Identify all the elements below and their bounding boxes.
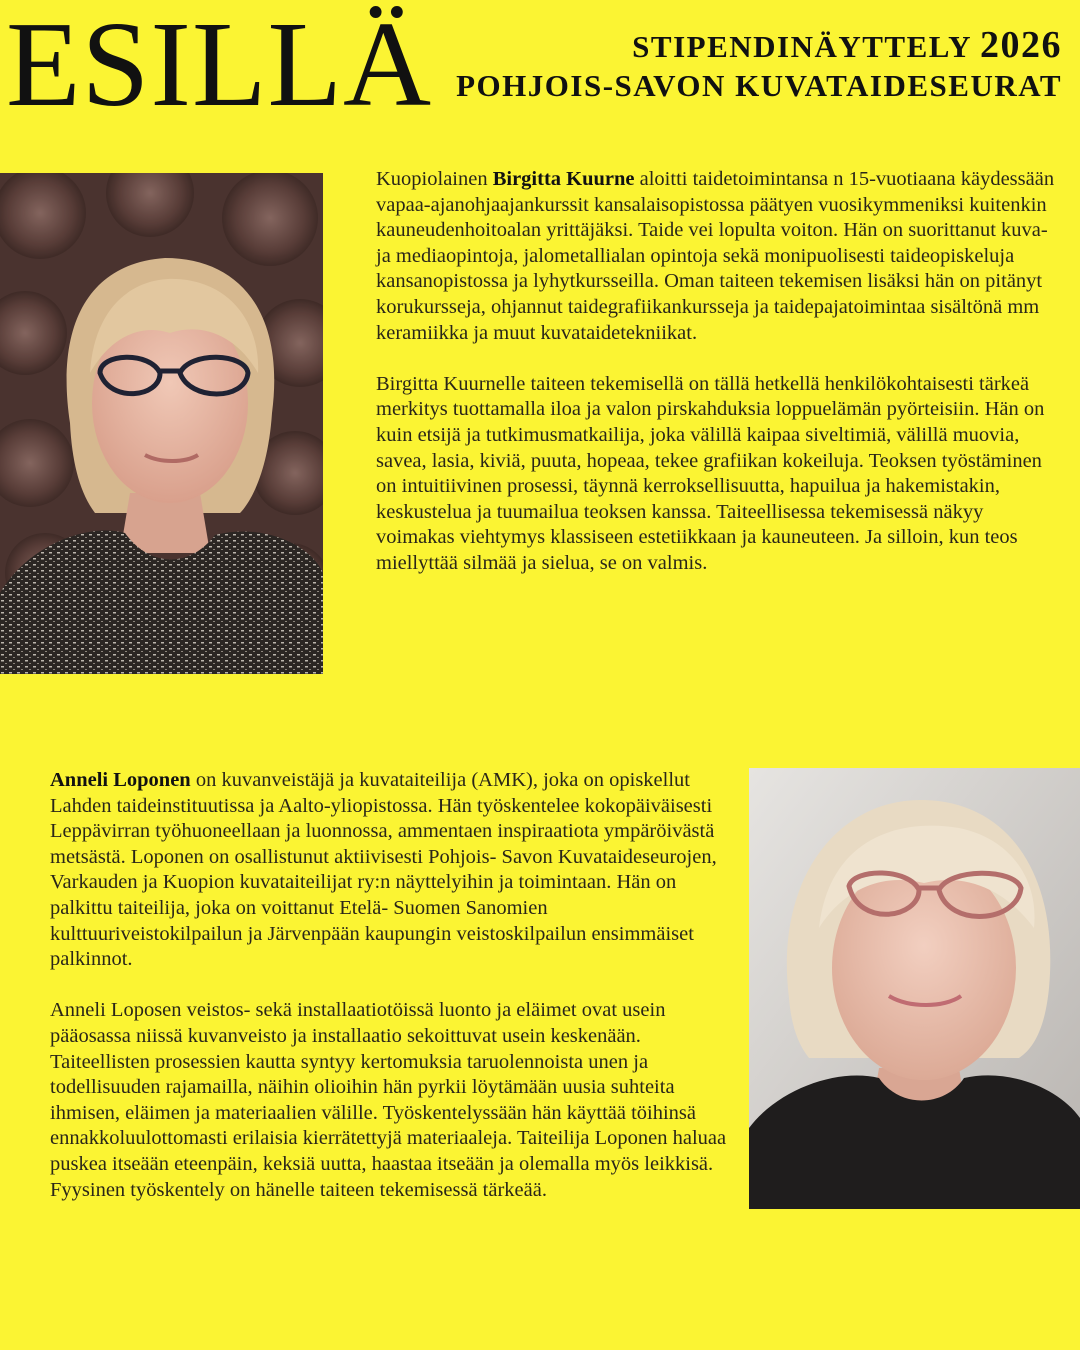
bio-anneli-loponen xyxy=(50,768,732,1229)
bio-paragraph xyxy=(50,768,732,973)
bio-birgitta-kuurne xyxy=(376,167,1056,602)
bio-text: aloitti taidetoimintansa n 15-vuotiaana käydessään vapaa-ajanohjaajankurssit kansalaisopistossa päätyen vuosikymmeniksi kuitenkin kauneudenhoitoalan yrittäjäksi. Taide vei lopulta voiton. Hän on suorittanut kuva-ja mediaopintoja, jalometallialan opintoja sekä monipuolisesti taideopiskeluja kansanopistossa ja lyhytkursseilla. Oman taiteen tekemisen lisäksi hän on pitänyt korukursseja, ohjannut taidegrafiikankursseja ja taidepajatoimintaa sisältönä mm keramiikka ja muut kuvataidetekniikat. xyxy=(376,168,1055,344)
artist-name: Anneli Loponen xyxy=(50,769,191,791)
portrait-anneli-loponen xyxy=(749,768,1080,1209)
poster-title: ESILLÄ xyxy=(6,0,433,132)
event-year: 2026 xyxy=(980,24,1062,66)
event-name: STIPENDINÄYTTELY xyxy=(632,29,972,64)
organization-name: POHJOIS-SAVON KUVATAIDESEURAT xyxy=(456,68,1062,103)
event-line xyxy=(456,26,1062,66)
bio-paragraph: Birgitta Kuurnelle taiteen tekemisellä on tällä hetkellä henkilökohtaisesti tärkeä merkitys tuottamalla iloa ja valon pirskahduksia loppuelämän pyörteisiin. Hän on kuin etsijä ja tutkimusmatkailija, joka välillä kaipaa siveltimiä, välillä muovia, savea, lasia, kiviä, puuta, hopeaa, tekee grafiikan kokeiluja. Teoksen työstäminen on intuitiivinen prosessi, täynnä kerroksellisuutta, hapuilua ja hakemistakin, keskustelua ja tuumailua teoksen kanssa. Taiteellisessa tekemisessä näkyy voimakas viehtymys klassiseen estetiikkaan ja kauneuteen. Ja silloin, kun teos miellyttää silmää ja sielua, se on valmis. xyxy=(376,372,1045,574)
artist-name: Birgitta Kuurne xyxy=(492,168,635,190)
portrait-birgitta-kuurne xyxy=(0,173,323,674)
poster-header xyxy=(456,26,1062,106)
bio-text: on kuvanveistäjä ja kuvataiteilija (AMK), joka on opiskellut Lahden taideinstituutissa ja Aalto-yliopistossa. Hän työskentelee kokopäiväisesti Leppävirran työhuoneellaan ja luonnossa, ammentaen inspiraatiota ympäröivästä metsästä. Loponen on osallistunut aktiivisesti Pohjois- Savon Kuvataideseurojen, Varkauden ja Kuopion kuvataiteilijat ry:n näyttelyihin ja toimintaan. Hän on palkittu taiteilija, joka on voittanut Etelä- Suomen Sanomien kulttuuriveistokilpailun ja Järvenpään kaupungin veistoskilpailun ensimmäiset palkinnot. xyxy=(50,769,717,971)
bio-paragraph: Anneli Loposen veistos- sekä installaatiotöissä luonto ja eläimet ovat usein pääosassa niissä kuvanveisto ja installaatio sekoittuvat usein keskenään. Taiteellisten prosessien kautta syntyy kertomuksia taruolennoista unen ja todellisuuden rajamailla, näihin olioihin hän pyrkii löytämään uusia suhteita ihmisen, eläimen ja materiaalien välille. Työskentelyssään hän käyttää töihinsä ennakkoluulottomasti erilaisia kierrätettyjä materiaaleja. Taiteilija Loponen haluaa puskea itseään eteenpäin, keksiä uutta, haastaa itseään ja olemalla myös leikkisä. Fyysinen työskentely on hänelle taiteen tekemisessä tärkeää. xyxy=(50,999,727,1201)
bio-text: Kuopiolainen xyxy=(376,168,493,190)
bio-paragraph xyxy=(376,167,1056,346)
